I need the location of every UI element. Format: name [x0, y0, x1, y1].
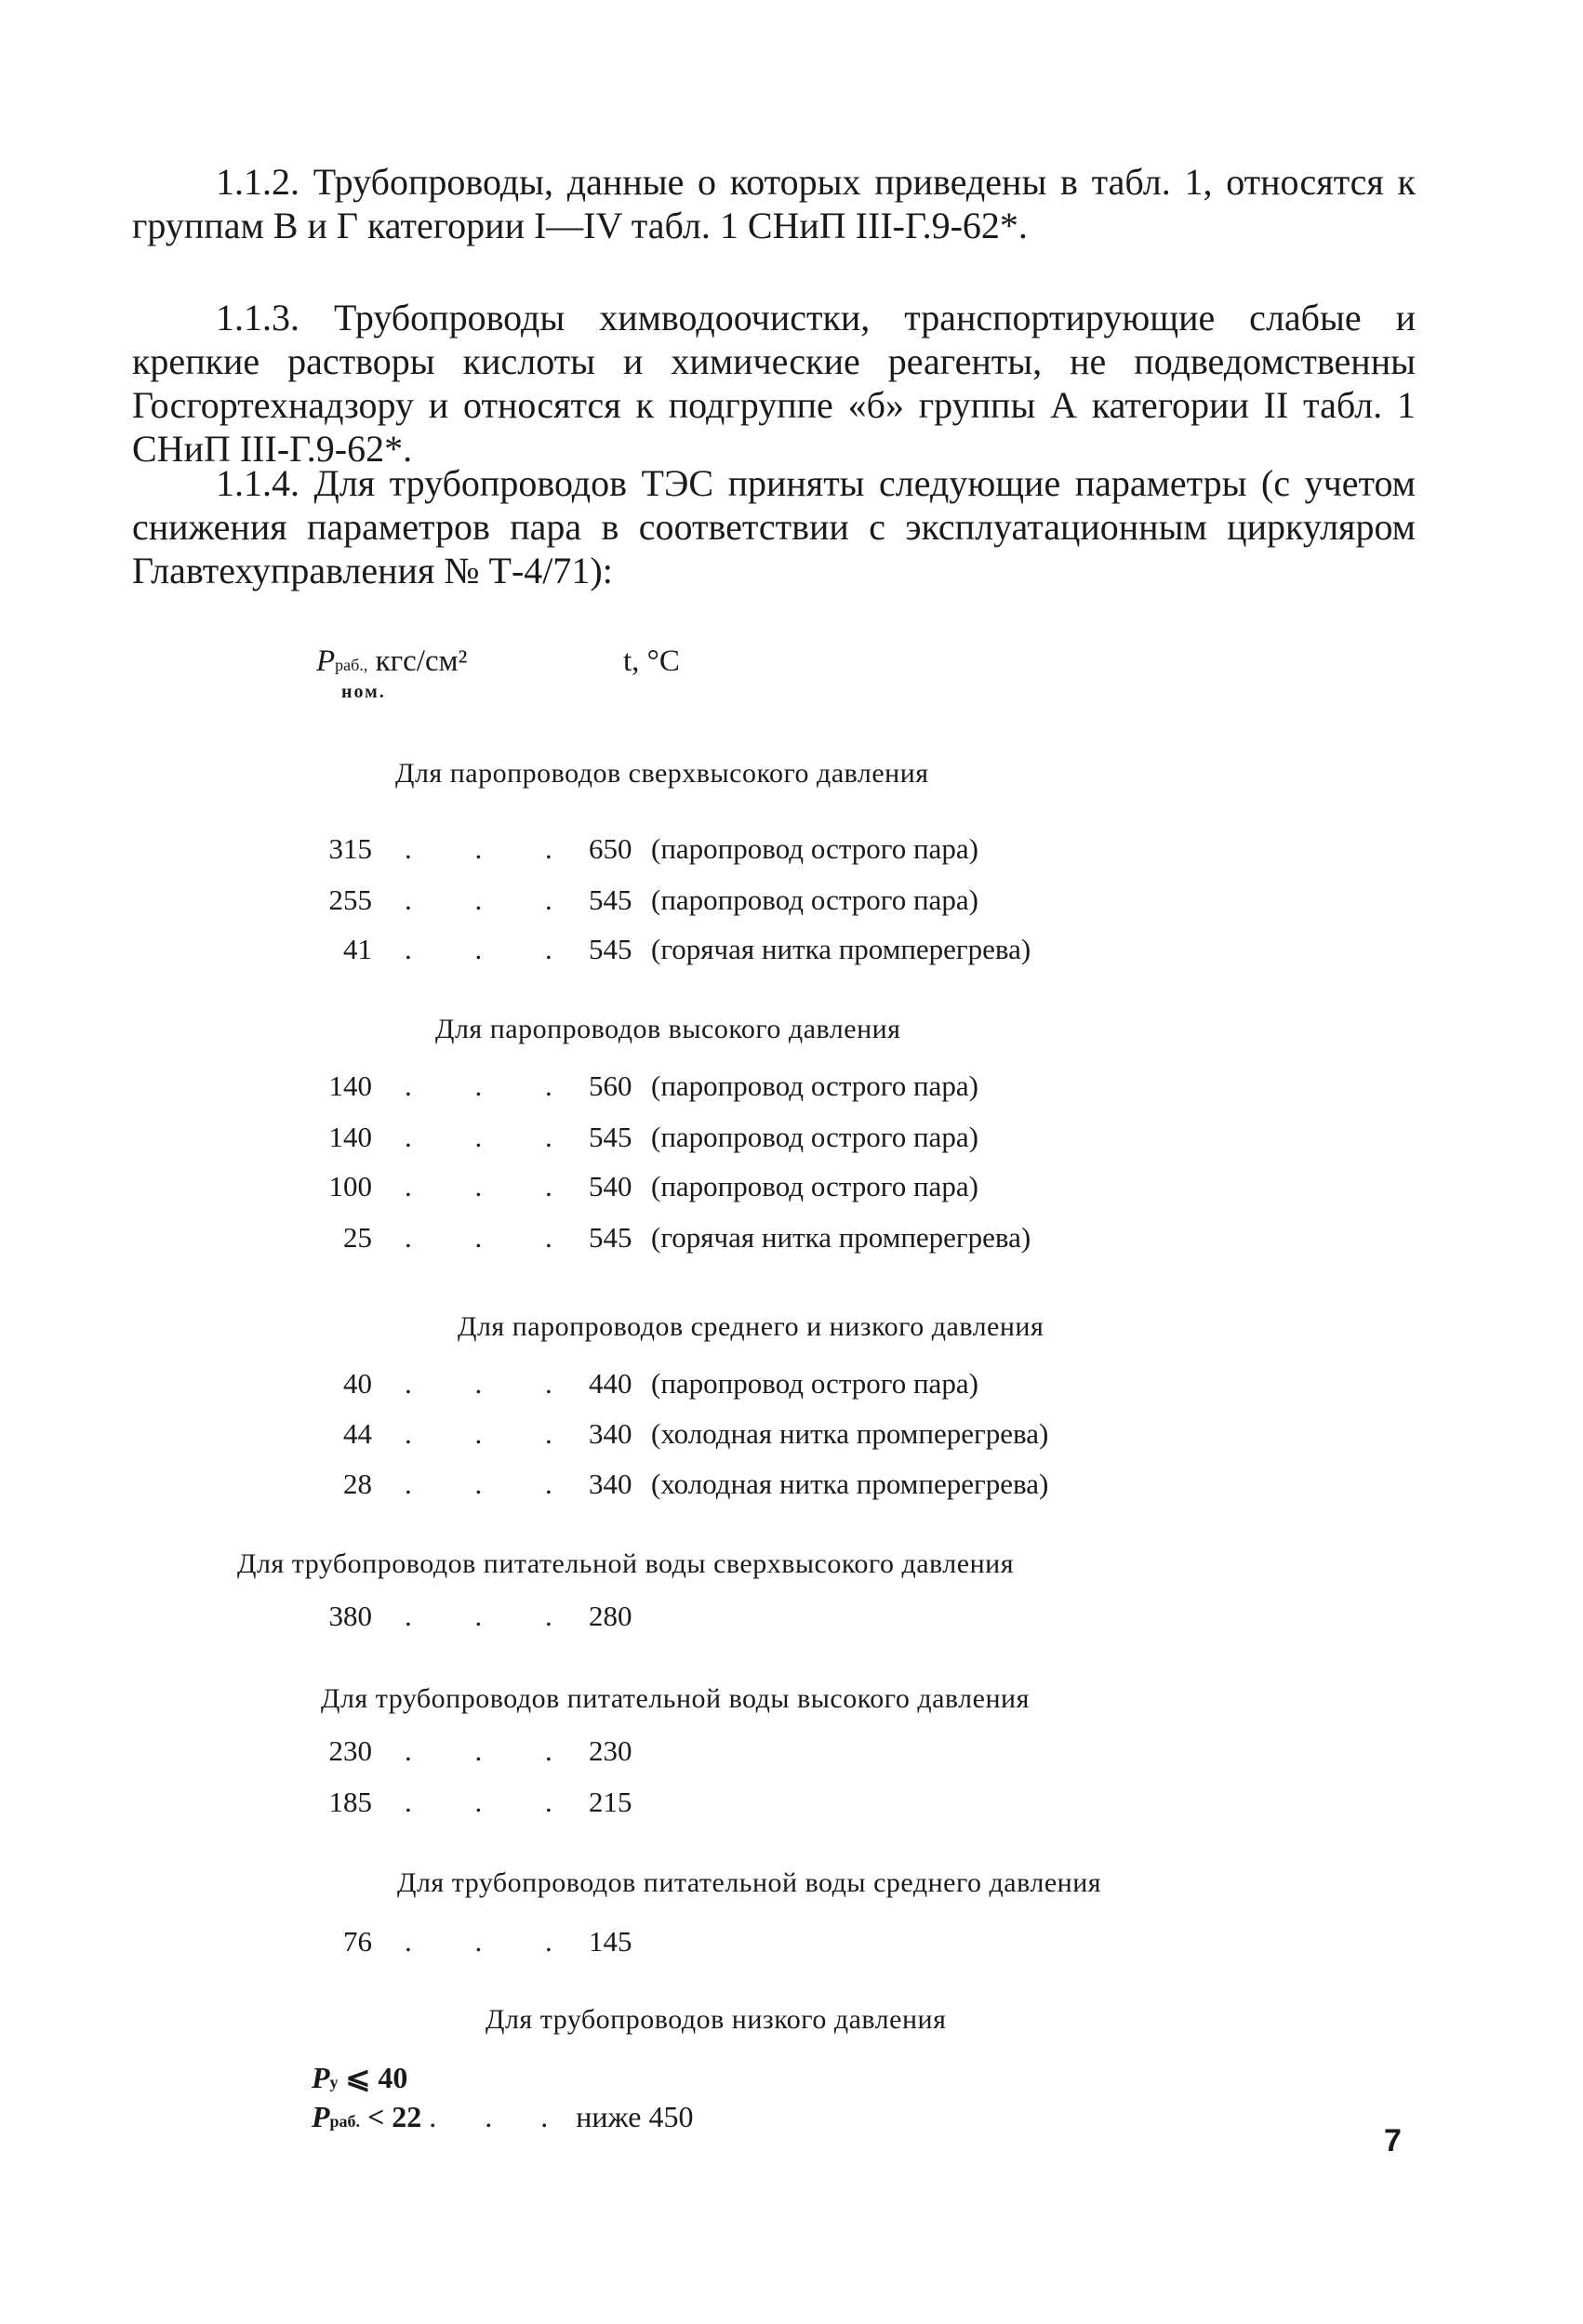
low-pressure-line-2: Pраб. < 22 . . . ниже 450	[312, 2100, 694, 2133]
row-note: (паропровод острого пара)	[651, 832, 978, 865]
leader-dots: . . .	[405, 1600, 580, 1632]
row-note: (паропровод острого пара)	[651, 1069, 978, 1102]
row-note: (горячая нитка промперегрева)	[651, 1221, 1031, 1254]
leader-dots: . . .	[405, 1069, 580, 1102]
page-number: 7	[1384, 2123, 1402, 2158]
temperature-value: 545	[589, 1121, 632, 1153]
leader-dots: . . .	[405, 1786, 580, 1818]
pressure-value: 230	[328, 1734, 372, 1767]
pressure-value: 380	[328, 1600, 372, 1632]
pressure-value: 185	[328, 1786, 372, 1818]
pressure-value: 255	[328, 883, 372, 916]
paragraph-1-1-4: 1.1.4. Для трубопроводов ТЭС приняты следующие параметры (с учетом снижения параметров пара в соответствии с эксплуатационным циркуляром Главтехуправления № Т-4/71):	[132, 462, 1416, 591]
pressure-value: 100	[328, 1170, 372, 1202]
pressure-value: 140	[328, 1121, 372, 1153]
pressure-value: 315	[328, 832, 372, 865]
temperature-value: 145	[589, 1925, 632, 1958]
pressure-nominal-label: ном.	[341, 682, 386, 702]
section-title: Для паропроводов высокого давления	[435, 1014, 901, 1044]
section-title: Для паропроводов среднего и низкого давления	[458, 1311, 1044, 1342]
temperature-value: 230	[589, 1734, 632, 1767]
leader-dots: . . .	[405, 883, 580, 916]
leader-dots: . . .	[405, 1367, 580, 1400]
leader-dots: . . .	[405, 832, 580, 865]
row-note: (паропровод острого пара)	[651, 1170, 978, 1202]
temperature-value: 215	[589, 1786, 632, 1818]
temperature-value: 340	[589, 1417, 632, 1450]
section-title: Для паропроводов сверхвысокого давления	[395, 758, 929, 789]
row-note: (паропровод острого пара)	[651, 1121, 978, 1153]
temperature-value: 440	[589, 1367, 632, 1400]
temperature-column-header: t, °C	[623, 644, 680, 678]
leader-dots: . . .	[405, 1734, 580, 1767]
leader-dots: . . .	[405, 1221, 580, 1254]
pressure-value: 41	[343, 933, 372, 965]
low-pressure-line-1: Pу ⩽ 40	[312, 2061, 408, 2094]
pressure-value: 28	[343, 1467, 372, 1500]
row-note: (паропровод острого пара)	[651, 883, 978, 916]
row-note: (горячая нитка промперегрева)	[651, 933, 1031, 965]
pressure-value: 76	[343, 1925, 372, 1958]
leader-dots: . . .	[405, 1121, 580, 1153]
leader-dots: . . .	[405, 1925, 580, 1958]
temperature-value: 545	[589, 933, 632, 965]
paragraph-1-1-3: 1.1.3. Трубопроводы химводоочистки, транспортирующие слабые и крепкие растворы кислоты и химические реагенты, не подведомственны Госгортехнадзору и относятся к подгруппе «б» группы А категории II табл. 1 СНиП III-Г.9-62*.	[132, 297, 1416, 470]
row-note: (холодная нитка промперегрева)	[651, 1417, 1049, 1450]
leader-dots: . . .	[405, 1467, 580, 1500]
row-note: (паропровод острого пара)	[651, 1367, 978, 1400]
pressure-value: 140	[328, 1069, 372, 1102]
leader-dots: . . .	[405, 1170, 580, 1202]
pressure-value: 25	[343, 1221, 372, 1254]
temperature-value: 280	[589, 1600, 632, 1632]
section-title: Для трубопроводов низкого давления	[486, 2004, 947, 2035]
row-note: (холодная нитка промперегрева)	[651, 1467, 1049, 1500]
temperature-value: 545	[589, 1221, 632, 1254]
pressure-value: 44	[343, 1417, 372, 1450]
leader-dots: . . .	[405, 1417, 580, 1450]
section-title: Для трубопроводов питательной воды высокого давления	[321, 1683, 1030, 1714]
section-title: Для трубопроводов питательной воды среднего давления	[397, 1867, 1102, 1898]
temperature-value: 650	[589, 832, 632, 865]
paragraph-1-1-2: 1.1.2. Трубопроводы, данные о которых приведены в табл. 1, относятся к группам В и Г категории I—IV табл. 1 СНиП III-Г.9-62*.	[132, 161, 1416, 246]
temperature-value: 340	[589, 1467, 632, 1500]
temperature-value: 545	[589, 883, 632, 916]
pressure-value: 40	[343, 1367, 372, 1400]
temperature-value: 560	[589, 1069, 632, 1102]
table-header	[316, 644, 680, 702]
temperature-value: 540	[589, 1170, 632, 1202]
section-title: Для трубопроводов питательной воды сверхвысокого давления	[237, 1548, 1014, 1579]
pressure-column-header: Pраб., кгс/см²	[316, 644, 468, 678]
leader-dots: . . .	[405, 933, 580, 965]
